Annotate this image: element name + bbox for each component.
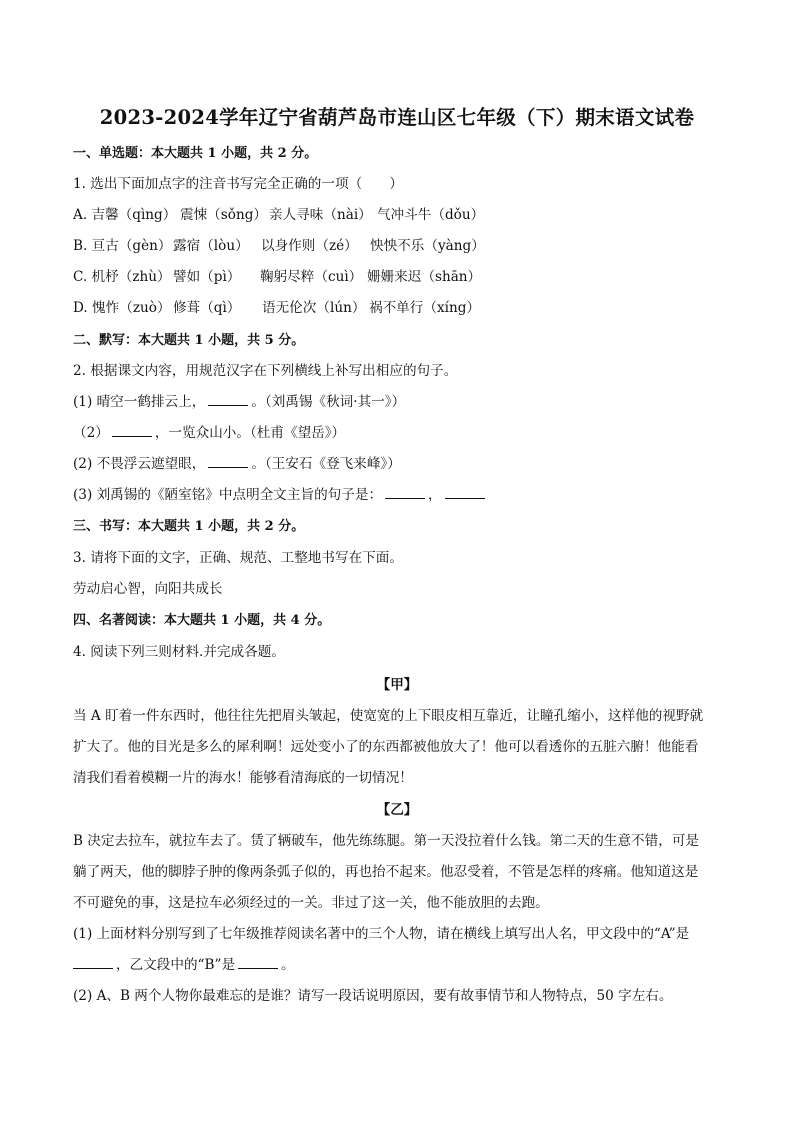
answer-blank[interactable] (445, 486, 485, 499)
option-word: 姗姗来迟（shān） (367, 269, 482, 285)
option-word: 语无伦次（lún） (262, 300, 366, 316)
question-stem: 3. 请将下面的文字，正确、规范、工整地书写在下面。 (73, 550, 403, 566)
fill-line (73, 393, 405, 411)
option-word: 震悚（sǒng） (180, 207, 267, 223)
passage-line: 躺了两天，他的脚脖子肿的像两条弧子似的，再也抬不起来。他忍受着，不管是怎样的疼痛。他知道这是 (73, 864, 699, 880)
sub-question: (2) A、B 两个人物你最难忘的是谁？请写一段话说明原因，要有故事情节和人物特点，50 字左右。 (73, 988, 673, 1004)
passage-line: 清我们看着模糊一片的海水！能够看清海底的一切情况！ (73, 770, 413, 786)
option-word: 露宿（lòu） (173, 238, 249, 254)
answer-blank[interactable] (208, 455, 248, 468)
fill-text: ，乙文段中的“B”是 (116, 957, 236, 973)
sub-question-cont (73, 956, 295, 974)
fill-line (73, 424, 345, 442)
passage-line: 扩大了。他的目光是多么的犀利啊！远处变小了的东西都被他放大了！他可以看透你的五脏六腑！他能看 (73, 739, 699, 755)
sub-question: (1) 上面材料分别写到了七年级推荐阅读名著中的三个人物，请在横线上填写出人名，甲文段中的“A”是 (73, 926, 690, 942)
section-heading: 一、单选题：本大题共 1 小题，共 2 分。 (73, 146, 318, 161)
option-word: 怏怏不乐（yàng） (370, 238, 485, 254)
passage-label-yi: 【乙】 (376, 802, 418, 818)
answer-blank[interactable] (238, 956, 278, 969)
question-stem: 1. 选出下面加点字的注音书写完全正确的一项（ ） (73, 176, 403, 192)
fill-text: ， (428, 487, 442, 503)
answer-blank[interactable] (385, 486, 425, 499)
passage-line: 不可避免的事，这是拉车必须经过的一关。非过了这一关，他不能放胆的去跑。 (73, 895, 549, 911)
option-word: C. 机杼（zhù） (73, 269, 171, 285)
fill-text: (2) 不畏浮云遮望眼， (73, 456, 206, 472)
option-word: 修葺（qì） (173, 300, 241, 316)
option-word: B. 亘古（gèn） (73, 238, 172, 254)
fill-text: ，一览众山小。（杜甫《望岳》） (154, 425, 346, 441)
copy-text: 劳动启心智，向阳共成长 (73, 581, 223, 597)
option-word: 祸不单行（xíng） (369, 300, 481, 316)
section-heading: 二、默写：本大题共 1 小题，共 5 分。 (73, 333, 305, 348)
answer-blank[interactable] (112, 424, 152, 437)
section-heading: 三、书写：本大题共 1 小题，共 2 分。 (73, 519, 305, 534)
fill-text: 。 (281, 957, 295, 973)
question-stem: 4. 阅读下列三则材料.并完成各题。 (73, 644, 285, 660)
passage-label-jia: 【甲】 (376, 677, 418, 693)
fill-text: (3) 刘禹锡的《陋室铭》中点明全文主旨的句子是： (73, 487, 383, 503)
fill-text: (1) 晴空一鹤排云上， (73, 394, 206, 410)
passage-line: 当 A 盯着一件东西时，他往往先把眉头皱起，使宽宽的上下眼皮相互靠近，让瞳孔缩小，这样他的视野就 (73, 708, 704, 724)
option-word: 以身作则（zé） (261, 238, 358, 254)
question-stem: 2. 根据课文内容，用规范汉字在下列横线上补写出相应的句子。 (73, 363, 458, 379)
option-word: 亲人寻味（nài） (269, 207, 372, 223)
fill-text: 。（王安石《登飞来峰》） (251, 456, 401, 472)
fill-text: 。（刘禹锡《秋词·其一》） (251, 394, 406, 410)
passage-line: B 决定去拉车，就拉车去了。赁了辆破车，他先练练腿。第一天没拉着什么钱。第二天的生意不错，可是 (73, 833, 700, 849)
answer-blank[interactable] (208, 393, 248, 406)
section-heading: 四、名著阅读：本大题共 1 小题，共 4 分。 (73, 613, 331, 628)
page-title: 2023-2024学年辽宁省葫芦岛市连山区七年级（下）期末语文试卷 (99, 106, 695, 129)
fill-line (73, 455, 401, 473)
fill-text: （2） (73, 425, 109, 441)
option-word: 鞠躬尽粹（cuì） (260, 269, 363, 285)
answer-blank[interactable] (73, 956, 113, 969)
option-word: 气冲斗牛（dǒu） (377, 207, 485, 223)
option-word: A. 吉馨（qìng） (73, 207, 177, 223)
fill-line (73, 486, 488, 504)
option-word: D. 愧怍（zuò） (73, 300, 171, 316)
option-word: 譬如（pì） (173, 269, 241, 285)
